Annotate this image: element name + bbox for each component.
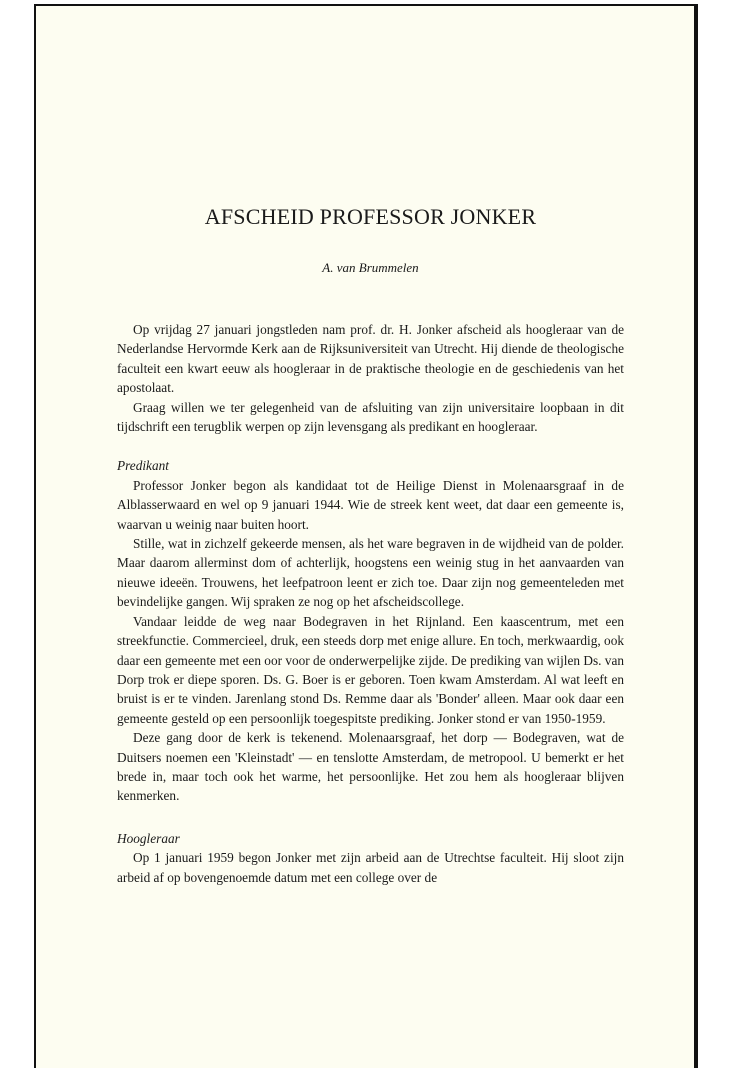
intro-paragraph: Graag willen we ter gelegenheid van de afsluiting van zijn universitaire loopbaan in dit tijdschrift een terugblik werpen op zijn levensgang als predikant en hoogleraar.: [117, 399, 624, 435]
body-paragraph: Deze gang door de kerk is tekenend. Molenaarsgraaf, het dorp — Bodegraven, wat de Duitsers noemen een 'Kleinstadt' — en tenslotte Amsterdam, de metropool. U bemerkt er het brede in, maar toch ook het warme, het persoonlijke. Het zou hem als hoogleraar blijven kenmerken.: [117, 730, 624, 804]
intro-paragraph: Op vrijdag 27 januari jongstleden nam prof. dr. H. Jonker afscheid als hoogleraar van de Nederlandse Hervormde Kerk aan de Rijksuniversiteit van Utrecht. Hij diende de theologische faculteit een kwart eeuw als hoogleraar in de praktische theologie en de geschiedenis van het apostolaat.: [117, 322, 624, 396]
section-heading-predikant: Predikant: [117, 458, 169, 474]
article-body: [117, 320, 624, 887]
document-page: [34, 4, 698, 1068]
body-paragraph: Professor Jonker begon als kandidaat tot de Heilige Dienst in Molenaarsgraaf in de Alblasserwaard en wel op 9 januari 1944. Wie de streek kent weet, dat daar een gemeente is, waarvan u weinig naar buiten hoort.: [117, 477, 624, 532]
article-title: AFSCHEID PROFESSOR JONKER: [204, 204, 537, 229]
section-heading-hoogleraar: Hoogleraar: [117, 830, 180, 846]
body-paragraph: Op 1 januari 1959 begon Jonker met zijn arbeid aan de Utrechtse faculteit. Hij sloot zijn arbeid af op bovengenoemde datum met een college over de: [117, 850, 624, 885]
body-paragraph: Vandaar leidde de weg naar Bodegraven in het Rijnland. Een kaascentrum, met een streekfunctie. Commercieel, druk, een steeds dorp met enige allure. En toch, merkwaardig, ook daar een gemeente met een oor voor de onderwerpelijke zijde. De prediking van wijlen Ds. van Dorp trok er diepe sporen. Ds. G. Boer is er geboren. Toen kwam Amsterdam. Al wat leeft en bruist is er te vinden. Jarenlang stond Ds. Remme daar als 'Bonder' alleen. Maar ook daar een gemeente gesteld op een persoonlijk toegespitste prediking. Jonker stond er van 1950-1959.: [117, 613, 624, 726]
body-paragraph: Stille, wat in zichzelf gekeerde mensen, als het ware begraven in de wijdheid van de polder. Maar daarom allerminst dom of achterlijk, hoogstens een weinig stug in het aanvaarden van nieuwe ideeën. Trouwens, het leefpatroon leent er zich toe. Daar zijn nog gemeenteleden met bevindelijke gangen. Wij spraken ze nog op het afscheidscollege.: [117, 536, 624, 610]
article-author: A. van Brummelen: [322, 260, 419, 275]
